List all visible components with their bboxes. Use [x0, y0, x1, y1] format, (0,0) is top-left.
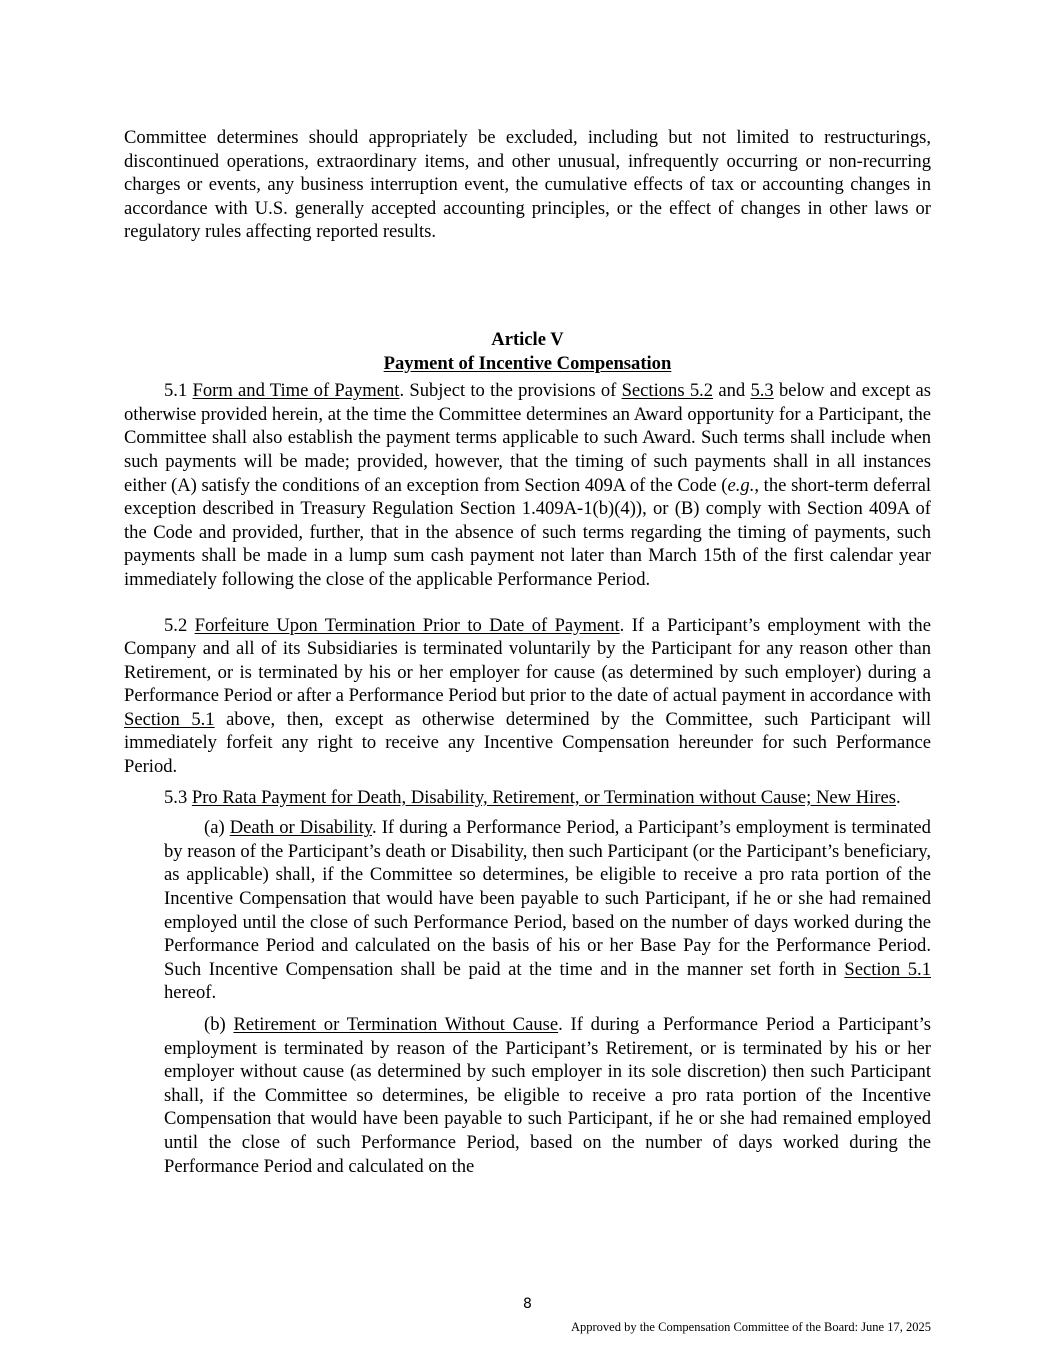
section-text: . Subject to the provisions of	[399, 380, 622, 402]
subsection-heading: Retirement or Termination Without Cause	[233, 1014, 559, 1035]
subsection-text: . If during a Performance Period a Participant’s employment is terminated by reason of the Participant’s Retirement, or is terminated by his or her employer without cause (as determined by such employer in its sole discretion) then such Participant shall, if the Committee so determines, be eligible to receive a pro rata portion of the Incentive Compensation that would have been payable to such Participant, if he or she had remained employed until the close of such Performance Period, based on the number of days worked during the Performance Period and calculated on the	[164, 1014, 931, 1177]
cross-reference: Section 5.1	[124, 708, 215, 730]
cross-reference: 5.3	[750, 380, 774, 402]
section-heading: Pro Rata Payment for Death, Disability, Retirement, or Termination without Cause; New Hires	[191, 786, 896, 808]
section-text: below and except as otherwise provided herein, at the time the Committee determines an Award opportunity for a Participant, the Committee shall also establish the payment terms applicable to such Award. Such terms shall include when such payments will be made; provided, however, that the timing of such payments shall in all instances either (A) satisfy the conditions of an exception from Section 409A of the Code (	[124, 380, 931, 496]
section-number: 5.1	[164, 380, 193, 402]
intro-paragraph: Committee determines should appropriately be excluded, including but not limited to restructurings, discontinued operations, extraordinary items, and other unusual, infrequently occurring or non-recurring charges or events, any business interruption event, the cumulative effects of tax or accounting changes in accordance with U.S. generally accepted accounting principles, or the effect of changes in other laws or regulatory rules affecting reported results.	[124, 127, 931, 243]
subsection-text: . If during a Performance Period, a Participant’s employment is terminated by reason of the Participant’s death or Disability, then such Participant (or the Participant’s beneficiary, as applicable) shall, if the Committee so determines, be eligible to receive a pro rata portion of the Incentive Compensation that would have been payable to such Participant, if he or she had remained employed until the close of such Performance Period, based on the number of days worked during the Performance Period and calculated on the basis of his or her Base Pay for the Performance Period. Such Incentive Compensation shall be paid at the time and in the manner set forth in	[164, 817, 931, 980]
section-heading: Form and Time of Payment	[192, 380, 400, 402]
article-title-text: Payment of Incentive Compensation	[383, 352, 672, 374]
approval-footer: Approved by the Compensation Committee of the Board: June 17, 2025	[570, 1320, 931, 1334]
section-5-3	[124, 786, 931, 810]
article-title	[124, 352, 931, 376]
section-number: 5.2	[164, 614, 195, 636]
subsection-5-3-a	[164, 816, 931, 1005]
article-number: Article V	[491, 328, 564, 350]
subsection-5-3-b	[164, 1013, 931, 1178]
section-5-2	[124, 614, 931, 779]
document-page	[124, 126, 931, 1178]
subsection-heading: Death or Disability	[229, 817, 372, 839]
section-number: 5.3	[164, 786, 192, 808]
subsection-text: hereof.	[164, 982, 217, 1004]
section-text: , the short-term deferral exception described in Treasury Regulation Section 1.409A-1(b)(4)), or (B) comply with Section 409A of the Code and provided, further, that in the absence of such terms regarding the timing of payments, such payments shall be made in a lump sum cash payment not later than March 15th of the first calendar year immediately following the close of the applicable Performance Period.	[124, 474, 931, 590]
cross-reference: Sections 5.2	[621, 380, 714, 402]
section-heading: Forfeiture Upon Termination Prior to Date of Payment	[194, 614, 620, 636]
section-text: . If a Participant’s employment with the Company and all of its Subsidiaries is terminated voluntarily by the Participant for any reason other than Retirement, or is terminated by his or her employer for cause (as determined by such employer) during a Performance Period or after a Performance Period but prior to the date of actual payment in accordance with	[124, 614, 931, 707]
section-text: .	[895, 786, 901, 808]
section-5-1	[124, 379, 931, 591]
subsection-label: (b)	[204, 1014, 234, 1035]
cross-reference: Section 5.1	[844, 958, 931, 980]
section-text: above, then, except as otherwise determined by the Committee, such Participant will immediately forfeit any right to receive any Incentive Compensation hereunder for such Performance Period.	[124, 708, 931, 778]
section-text: and	[713, 380, 751, 402]
page-number: 8	[523, 1296, 532, 1312]
subsection-label: (a)	[204, 817, 230, 839]
italic-abbreviation: e.g.	[727, 474, 755, 496]
